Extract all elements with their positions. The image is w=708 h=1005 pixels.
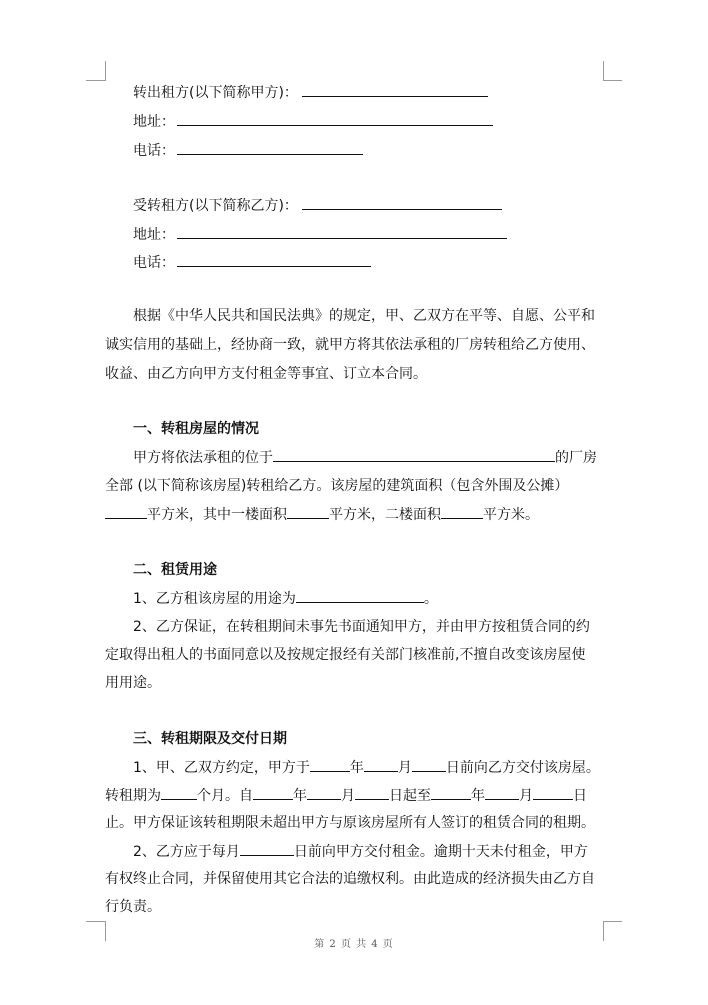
- month-label: 月: [341, 788, 355, 804]
- party-b-phone-label: 电话：: [133, 255, 175, 271]
- rent-day-blank: [240, 841, 294, 856]
- section-1-text-d: 平方米，二楼面积: [329, 507, 441, 523]
- year-label: 年: [471, 788, 485, 804]
- section-1-text-b: 的厂房: [555, 450, 597, 466]
- party-b-name-blank: [302, 195, 502, 210]
- party-a-address-label: 地址：: [133, 114, 175, 130]
- page-number-footer: 第 2 页 共 4 页: [314, 939, 394, 950]
- section-3-text-f: 2、乙方应于每月: [133, 844, 240, 860]
- section-3-text-d: 个月。自: [197, 788, 253, 804]
- party-a-name-label: 转出租方(以下简称甲方)：: [133, 85, 298, 101]
- end-year-blank: [431, 785, 471, 800]
- location-blank: [273, 447, 555, 462]
- party-b-address-label: 地址：: [133, 227, 175, 243]
- party-a-address-blank: [177, 111, 493, 126]
- month-label: 月: [519, 788, 533, 804]
- day-label: 日: [573, 788, 587, 804]
- party-b-address-line: [133, 224, 507, 245]
- section-2-heading: 二、租赁用途: [133, 562, 217, 578]
- section-3-p5: 有权终止合同，并保留使用其它合法的追缴权利。由此造成的经济损失由乙方自: [105, 871, 595, 887]
- month-label: 月: [397, 760, 412, 776]
- year-label: 年: [293, 788, 307, 804]
- intro-line-2: 诚实信用的基础上，经协商一致，就甲方将其依法承租的厂房转租给乙方使用、: [105, 337, 595, 353]
- section-1-text-a: 甲方将依法承租的位于: [133, 450, 273, 466]
- section-1-text-e: 平方米。: [483, 507, 539, 523]
- term-months-blank: [161, 785, 197, 800]
- section-2-p2-line-2: 定取得出租人的书面同意以及按规定报经有关部门核准前,不擅自改变该房屋使: [105, 647, 586, 663]
- year-label: 年: [349, 760, 364, 776]
- section-3-heading: 三、转租期限及交付日期: [133, 731, 287, 747]
- party-a-name-blank: [302, 82, 488, 97]
- section-1-line-3: [105, 504, 539, 525]
- section-1-text-c: 平方米，其中一楼面积: [147, 507, 287, 523]
- start-month-blank: [307, 785, 341, 800]
- party-a-phone-line: [133, 140, 363, 161]
- usage-blank: [296, 588, 424, 603]
- section-3-text-c: 转租期为: [105, 788, 161, 804]
- party-b-name-line: [133, 195, 502, 216]
- intro-line-1: 根据《中华人民共和国民法典》的规定，甲、乙双方在平等、自愿、公平和: [133, 308, 595, 324]
- section-2-p1: [133, 588, 438, 609]
- start-day-blank: [355, 785, 389, 800]
- section-3-p6: 行负责。: [105, 899, 161, 915]
- section-2-text-b: 。: [423, 591, 438, 607]
- party-b-phone-blank: [177, 252, 371, 267]
- delivery-month-blank: [364, 757, 398, 772]
- section-1-line-2: 全部 (以下简称该房屋)转租给乙方。该房屋的建筑面积（包含外围及公摊）: [105, 478, 569, 494]
- section-1-line-1: [133, 447, 597, 468]
- section-3-text-e: 日起至: [389, 788, 431, 804]
- intro-line-3: 收益、由乙方向甲方支付租金等事宜、订立本合同。: [105, 366, 427, 382]
- party-b-phone-line: [133, 252, 371, 273]
- section-3-p3: 止。甲方保证该转租期限未超出甲方与原该房屋所有人签订的租赁合同的租期。: [105, 815, 595, 831]
- section-2-p2-line-3: 用用途。: [105, 675, 161, 691]
- start-year-blank: [253, 785, 293, 800]
- section-3-p2: [105, 785, 587, 806]
- section-3-text-b: 日前向乙方交付该房屋。: [445, 760, 600, 776]
- end-day-blank: [533, 785, 573, 800]
- party-b-address-blank: [177, 224, 507, 239]
- section-3-text-g: 日前向甲方交付租金。逾期十天未付租金，甲方: [293, 844, 588, 860]
- party-a-name-line: [133, 82, 488, 103]
- party-b-name-label: 受转租方(以下简称乙方)：: [133, 198, 298, 214]
- end-month-blank: [485, 785, 519, 800]
- party-a-address-line: [133, 111, 493, 132]
- delivery-year-blank: [310, 757, 350, 772]
- first-floor-area-blank: [287, 504, 329, 519]
- section-2-text-a: 1、乙方租该房屋的用途为: [133, 591, 296, 607]
- section-2-p2-line-1: 2、乙方保证，在转租期间未事先书面通知甲方，并由甲方按租赁合同的约: [133, 619, 590, 635]
- party-a-phone-label: 电话：: [133, 143, 175, 159]
- section-3-p4: [133, 841, 588, 862]
- total-area-blank: [105, 504, 147, 519]
- section-3-text-a: 1、甲、乙双方约定，甲方于: [133, 760, 310, 776]
- party-a-phone-blank: [177, 140, 363, 155]
- section-1-heading: 一、转租房屋的情况: [133, 421, 259, 437]
- second-floor-area-blank: [441, 504, 483, 519]
- section-3-p1: [133, 757, 600, 778]
- delivery-day-blank: [412, 757, 446, 772]
